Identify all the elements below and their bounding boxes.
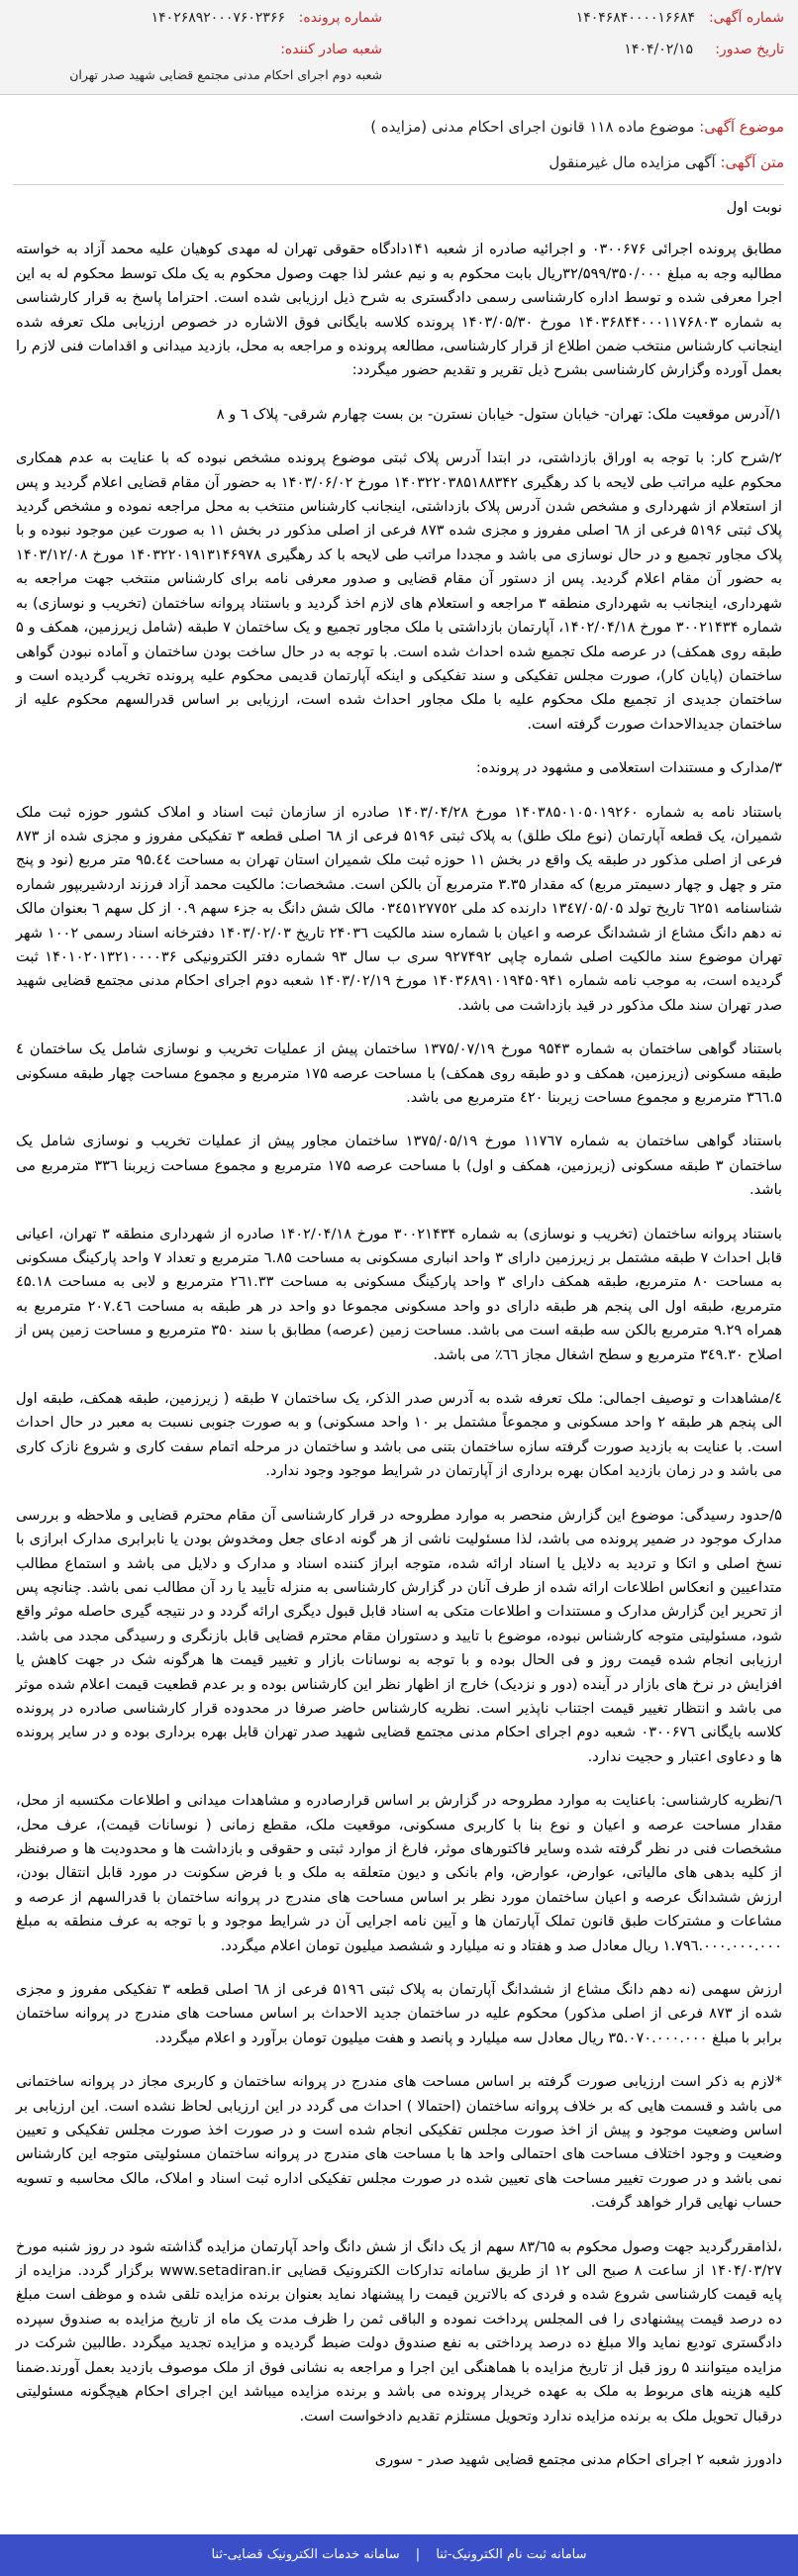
ad-number: ۱۴۰۴۶۸۴۰۰۰۰۱۶۶۸۴ (575, 10, 695, 26)
footer-link-sana-services[interactable]: سامانه خدمات الکترونیک قضایی-ثنا (211, 2547, 400, 2562)
paragraph-address: ۱/آدرس موقعیت ملک: تهران- خیابان ستول- خیابان نسترن- بن بست چهارم شرقی- پلاک ٦ و ٨ (216, 405, 782, 423)
paragraph-work-description: ۲/شرح کار: با توجه به اوراق بازداشتی، در ابتدا آدرس پلاک ثبتی موضوع پرونده مشخص نبوده که با عنایت به عدم همکاری محکوم علیه مراتب طی لایحه با کد رهگیری ۱۴۰۳۲۲۰۳۸۵۱۸۸۳۴۲ مورخ ۱۴۰۳/۰۶/۰۲ به حضور آن مقام قضایی اعلام گردید و پس از استعلام از شهرداری و مشخص شدن آدرس پلاک بازداشتی، اینجانب کارشناس منتخب به محل مراجعه نموده و مشخص گردید پلاک ثبتی ۵۱۹۶ فرعی از ٦۸ اصلی مفروز و مجزی شده ۸۷۳ فرعی از اصلی مذکور در بخش ۱۱ به صورت عین موجود نبوده و با پلاک مجاور تجمیع و در حال نوسازی می باشد و مجددا مراتب طی لایحه با کد رهگیری ۱۴۰۳۲۲۰۱۹۱۳۱۴۶۹۷۸ مورخ ۱۴۰۳/۱۲/۰۸ به حضور آن مقام اعلام گردید. پس از دستور آن مقام قضایی و صدور معرفی نامه برای کارشناس منتخب جهت مراجعه به شهرداری، اینجانب به شهرداری منطقه ۳ مراجعه و استعلام های لازم اخذ گردید و باستناد پروانه ساختمان (تخریب و نوسازی) به شماره ۳۰۰۲۱۴۳۴ مورخ ۱۴۰۲/۰۴/۱۸، آپارتمان بازداشتی با ملک مجاور تجمیع و یک ساختمان ۷ طبقه (شامل زیرزمین، همکف و ۵ طبقه روی همکف) در عرصه ملک تجمیع شده احداث شده است. با توجه به در حال ساخت بودن ساختمان و آماده نبودن گواهی ساختمان (پایان کار)، صورت مجلس تفکیکی و سند تفکیکی و اینکه آپارتمان قدیمی محکوم علیه پرونده تخریب گردیده است و ساختمان جدیدی از تجمیع ملک محکوم علیه با ملک مجاور احداث شده است، ارزیابی بر اساس قدرالسهم محکوم علیه از ساختمان جدیدالاحداث صورت گرفته است. (16, 449, 783, 733)
ad-number-label: شماره آگهی: (708, 10, 784, 26)
paragraph-signature: دادورز شعبه ۲ اجرای احکام مدنی مجتمع قضایی شهید صدر - سوری (374, 2450, 782, 2468)
paragraph-expert-opinion: ٦/نظریه کارشناسی: باعنایت به موارد مطروحه در گزارش بر اساس قرارصادره و مشاهدات میدانی و اطلاعات مکتسبه از محل، مقدار مساحت عرصه و اعیان و نوع بنا با کاربری مسکونی، موقعیت ملک، مقطع زمانی ( نوسانات قیمت)، عرف محل، مشخصات فنی در نظر گرفته شده وسایر فاکتورهای موثر، فارغ از موارد ثبتی و حقوقی و بازداشت ها و محدودیت ها و صرفنظر از کلیه بدهی های مالیاتی، عوارض، عوارض، وام بانکی و دیون متعلقه به ملک و با فرض سکونت در مورد قابل انتقال بودن، ارزش ششدانگ عرصه و اعیان ساختمان مورد نظر بر اساس مساحت های مندرج در پروانه ساختمان با قدرالسهم از عرصه و مشاعات و مشترکات طبق قانون تملک آپارتمان ها و آیین نامه اجرایی آن در شرایط موجود و با توجه به عرف منطقه به مبلغ ۱.۷۹٦.۰۰۰.۰۰۰.۰۰۰ ریال معادل صد و هفتاد و نه میلیارد و ششصد میلیون تومان اعلام میگردد. (16, 1792, 782, 1954)
case-number-label: شماره پرونده: (298, 10, 382, 26)
paragraph-auction-terms: ،لذامقررگردید جهت وصول محکوم به ۸۳/٦۵ سهم از یک دانگ از شش دانگ واحد آپارتمان مزایده گذاشته شود در روز شنبه مورخ ۱۴۰۴/۰۳/۲۷ از ساعت ۸ صبح الی ۱۲ از طریق سامانه تدارکات الکترونیک قضایی www.setadiran.ir برگزار گردد. مزایده از پایه قیمت کارشناسی شروع شده و فردی که بالاترین قیمت را پیشنهاد نماید بعنوان برنده مزایده تلقی شده و موظف است مبلغ ده درصد قیمت پیشنهادی را فی المجلس پرداخت نموده و الباقی ثمن را ظرف مدت یک ماه از تاریخ مزایده به صندوق سپرده دادگستری تودیع نماید والا مبلغ ده درصد پرداختی به نفع صندوق دولت ضبط گردیده و مزایده تجدید میگردد .طالبین شرکت در مزایده میتوانند ۵ روز قبل از تاریخ مزایده با هماهنگی این اجرا و مراجعه به نشانی فوق از ملک موصوف بازدید بعمل آورند.ضمنا کلیه هزینه های مربوط به ملک به عهده خریدار پرونده می باشد و برنده مزایده میباشد این اجرای احکام هیچگونه مسئولیتی درقبال تحویل ملک به برنده مزایده ندارد وتحویل مستلزم تقدیم دادخواست است. (16, 2237, 782, 2425)
paragraph-building-certificate-1: باستناد گواهی ساختمان به شماره ۹۵۴۳ مورخ ۱۳۷۵/۰۷/۱۹ ساختمان پیش از عملیات تخریب و نوسازی شامل یک ساختمان ٤ طبقه مسکونی (زیرزمین، همکف و دو طبقه روی همکف) با مساحت عرصه ۱۷۵ مترمربع و مجموع مساحت چهار طبقه مسکونی ۳٦٦.۵ مترمربع و مجموع مساحت زیربنا ٤۲۰ مترمربع می باشد. (16, 1040, 783, 1106)
round-label: نوبت اول (726, 199, 782, 216)
footer-link-sana-registration[interactable]: سامانه ثبت نام الکترونیک-ثنا (436, 2547, 587, 2562)
issuer: شعبه دوم اجرای احکام مدنی مجتمع قضایی شهید صدر تهران (69, 67, 382, 82)
paragraph-intro: مطابق پرونده اجرائی ۰۳۰۰۶۷۶ و اجرائیه صادره از شعبه ۱۴۱دادگاه حقوقی تهران له مهدی کوهیان علیه محمد آزاد به خواسته مطالبه وجه به مبلغ ۳۲/۵۹۹/۳۵۰/۰۰۰ریال بابت محکوم به و نیم عشر لذا جهت وصول محکوم به یک ملک توسط محکوم له به این اجرا معرفی شده و توسط اداره کارشناسی رسمی دادگستری به شرح ذیل ارزیابی شده است. احتراما پاسخ به قرار کارشناسی به شماره ۱۴۰۳۶۸۴۴۰۰۰۱۱۷۶۸۰۳ مورخ ۱۴۰۳/۰۵/۳۰ پرونده کلاسه بایگانی فوق الاشاره در خصوص ارزیابی ملک تعرفه شده اینجانب کارشناس منتخب ضمن اطلاع از قرار کارشناسی، مطالعه پرونده و مراجعه به محل، بازدید میدانی و اقدامات فنی لازم را بعمل آورده وگزارش کارشناسی بشرح ذیل تقریر و تقدیم حضور میگردد: (16, 241, 783, 379)
ad-body (16, 196, 782, 2492)
case-number: ۱۴۰۲۶۸۹۲۰۰۰۷۶۰۲۳۶۶ (150, 10, 285, 26)
ad-text-heading (14, 150, 784, 174)
paragraph-building-permit: باستناد پروانه ساختمان (تخریب و نوسازی) به شماره ۳۰۰۲۱۴۳۴ مورخ ۱۴۰۲/۰۴/۱۸ صادره از شهرداری منطقه ۳ تهران، اعیانی قابل احداث ۷ طبقه مشتمل بر زیرزمین دارای ۳ واحد انباری مسکونی به مساحت ٦.۸۵ مترمربع و تعداد ۷ واحد پارکینگ مسکونی به مساحت ۸۰ مترمربع، طبقه همکف دارای ۳ واحد پارکینگ مسکونی به مساحت ۲٦۱.۳۳ مترمربع و لابی به مساحت ٤۵.۱۸ مترمربع، طبقه اول الی پنجم هر طبقه دارای دو واحد مسکونی مجموعا دو واحد در هر طبقه به مساحت ۲۰۷.٤٦ مترمربع به همراه ۹.۲۹ مترمربع بالکن سه طبقه است می باشد. مساحت زمین (عرصه) مطابق با سند ۳۵۰ مترمربع و مساحت زمین پس از اصلاح ۳٤۹.۳۰ مترمربع و سطح اشغال مجاز ٦٦٪ می باشد. (16, 1225, 783, 1363)
divider (14, 184, 784, 185)
ad-header (0, 0, 798, 95)
paragraph-documents-heading: ۳/مدارک و مستندات استعلامی و مشهود در پرونده: (475, 759, 782, 777)
subject-text: موضوع ماده ۱۱۸ قانون اجرای احکام مدنی (مزایده ) (370, 118, 695, 136)
issue-date: ۱۴۰۴/۰۲/۱۵ (624, 42, 693, 57)
issuer-label: شعبه صادر کننده: (280, 42, 382, 57)
text-label: متن آگهی: (720, 153, 784, 171)
paragraph-scope: ۵/حدود رسیدگی: موضوع این گزارش منحصر به موارد مطروحه در قرار کارشناسی آن مقام محترم قضایی و ملاحظه و بررسی مدارک موجود در ضمیر پرونده می باشد، لذا مسئولیت ناشی از هر گونه ادعای جعل ومخدوش بودن یا نابرابری مدارک ابرازی با نسخ اصلی و اتکا و تردید به دلایل یا اسناد ارائه شده، متوجه ابراز کننده اسناد و مدارک و دلایل می باشد و استماع مطالب متداعیین و انعکاس اطلاعات ارائه شده از طرف آنان در گزارش کارشناسی به منزله تأیید یا رد آن مطالب نمی باشد. چنانچه پس از تحریر این گزارش مدارک و مستندات و اطلاعات متکی به اسناد قابل قبول دیگری ارائه گردد و در نتیجه گیری حاصله موثر واقع شود، مسئولیتی متوجه کارشناس نبوده، موضوع با تایید و دستوران مقام محترم قضایی قابل بازنگری و رسیدگی مجدد می باشد. ارزیابی انجام شده قیمت روز و فی الحال بوده و با توجه به نوسانات بازار و تغییر قیمت ها هرگونه شک در جهت کاهش یا افزایش در نرخ های بازار در آینده (دور و نزدیک) خارج از اظهار نظر این کارشناس بوده و بر عدم قطعیت قیمت اعلام شده موثر می باشد و انتظار تغییر قیمت اجتناب ناپذیر است. نظریه کارشناس حاضر صرفا در محدوده قرار کارشناسی صادره در پرونده کلاسه بایگانی ۰۳۰۰۶۷٦ شعبه دوم اجرای احکام مدنی مجتمع قضایی شهید صدر تهران قابل بهره برداری بوده و در سایر پرونده ها و دعاوی اعتبار و حجیت ندارد. (16, 1506, 782, 1765)
paragraph-observations: ٤/مشاهدات و توصیف اجمالی: ملک تعرفه شده به آدرس صدر الذکر، یک ساختمان ۷ طبقه ( زیرزمین، طبقه همکف، طبقه اول الی پنجم هر طبقه ۲ واحد مسکونی و مجموعاً مشتمل بر ۱۰ واحد مسکونی) و به صورت جنوبی نسبت به معبر در حال احداث است. با عنایت به بازدید صورت گرفته سازه ساختمان بتنی می باشد و ساختمان در مرحله اتمام سفت کاری و شروع نازک کاری می باشد و در زمان بازدید امکان بهره برداری از آپارتمان در شرایط موجود وجود ندارد. (16, 1390, 782, 1480)
ad-subject (14, 115, 784, 139)
footer-bar (0, 2534, 798, 2576)
footer-separator: | (415, 2547, 421, 2562)
subject-label: موضوع آگهی: (699, 118, 784, 136)
paragraph-registry-letter: باستناد نامه به شماره ۱۴۰۳۸۵۰۱۰۵۰۱۹۲۶۰ مورخ ۱۴۰۳/۰۴/۲۸ صادره از سازمان ثبت اسناد و املاک کشور حوزه ثبت ملک شمیران، یک قطعه آپارتمان (نوع ملک طلق) به پلاک ثبتی ۵۱۹۶ فرعی از ٦۸ اصلی قطعه ۳ تفکیکی مفروز و مجزی شده از ۸۷۳ فرعی از اصلی مذکور در طبقه یک واقع در بخش ۱۱ حوزه ثبت ملک شمیران استان تهران به مساحت ۹۵.٤٤ متر مربع (نود و پنج متر و چهل و چهار دسیمتر مربع) که مقدار ۳.۳۵ مترمربع آن بالکن است. مشخصات: مالکیت محمد آزاد فرزند اردشیربپور شماره شناسنامه ٦۲۵۱ تاریخ تولد ۱۳٤۷/۰۵/۰۵ دارنده کد ملی ۰۳٤۵۱۲۷۷٥۲ مالک شش دانگ به جزء سهم ۰.۹ از کل سهم ٦ بعنوان مالک نه دهم دانگ مشاع از ششدانگ عرصه و اعیان با شماره سند مالکیت ۲۴۰۳٦ تاریخ ۱۴۰۳/۰۲/۰۳ دفترخانه اسناد رسمی ۱۰۰۲ شهر تهران موضوع سند مالکیت اصلی شماره چاپی ۹۲۷۴۹۲ سری ب سال ۹۳ شماره دفتر الکترونیکی ۱۴۰۱۰۲۰۱۳۲۱۰۰۰۰۳۶ ثبت گردیده است، به موجب نامه شماره ۱۴۰۳۶۸۹۱۰۱۹۴۵۰۹۴۱ مورخ ۱۴۰۳/۰۲/۱۹ شعبه دوم اجرای احکام مدنی مجتمع قضایی شهید صدر تهران سند ملک مذکور در قید بازداشت می باشد. (16, 803, 783, 1014)
paragraph-building-certificate-2: باستناد گواهی ساختمان به شماره ۱۱۷٦۷ مورخ ۱۳۷۵/۰۵/۱۹ ساختمان مجاور پیش از عملیات تخریب و نوسازی شامل یک ساختمان ۳ طبقه مسکونی (زیرزمین، همکف و اول) با مساحت عرصه ۱۷۵ مترمربع و مجموع مساحت زیربنا ۳۳٦ مترمربع می باشد. (16, 1133, 782, 1199)
issue-date-label: تاریخ صدور: (715, 42, 784, 57)
text-title: آگهی مزایده مال غیرمنقول (549, 153, 716, 171)
paragraph-share-value: ارزش سهمی (نه دهم دانگ مشاع از ششدانگ آپارتمان به پلاک ثبتی ۵۱۹٦ فرعی از ٦۸ اصلی قطعه ۳ تفکیکی مفروز و مجزی شده از ۸۷۳ فرعی از اصلی مذکور) محکوم علیه در ساختمان جدید الاحداث بر اساس مساحت های مندرج در پروانه ساختمان برابر با مبلغ ۳۵.۰۷۰.۰۰۰.۰۰۰ ریال معادل سه میلیارد و پانصد و هفت میلیون تومان برآورد و اعلام میگردد. (16, 1981, 783, 2046)
paragraph-note: *لازم به ذکر است ارزیابی صورت گرفته بر اساس مساحت های مندرج در پروانه ساختمان و کاربری مجاز در پروانه ساختمانی می باشد و قسمت هایی که بر خلاف پروانه ساختمان (احتمالا ) احداث می گردد در این ارزیابی لحاظ نشده است. این ارزیابی بر اساس وضعیت موجود و پیش از اخذ صورت مجلس تفکیکی انجام شده است و در صورت اخذ صورت مجلس تفکیکی و تعیین وضعیت و وجود اختلاف مساحت های احتمالی واحد ها با مساحت های مندرج در پروانه ساختمان مسئولیتی متوجه این کارشناس نمی باشد و در صورت تغییر مساحت های تعیین شده در صورت مجلس تفکیکی اداره ثبت اسناد و املاک، مالک محاسبه و تسویه حساب نهایی قرار خواهد گرفت. (16, 2073, 782, 2212)
